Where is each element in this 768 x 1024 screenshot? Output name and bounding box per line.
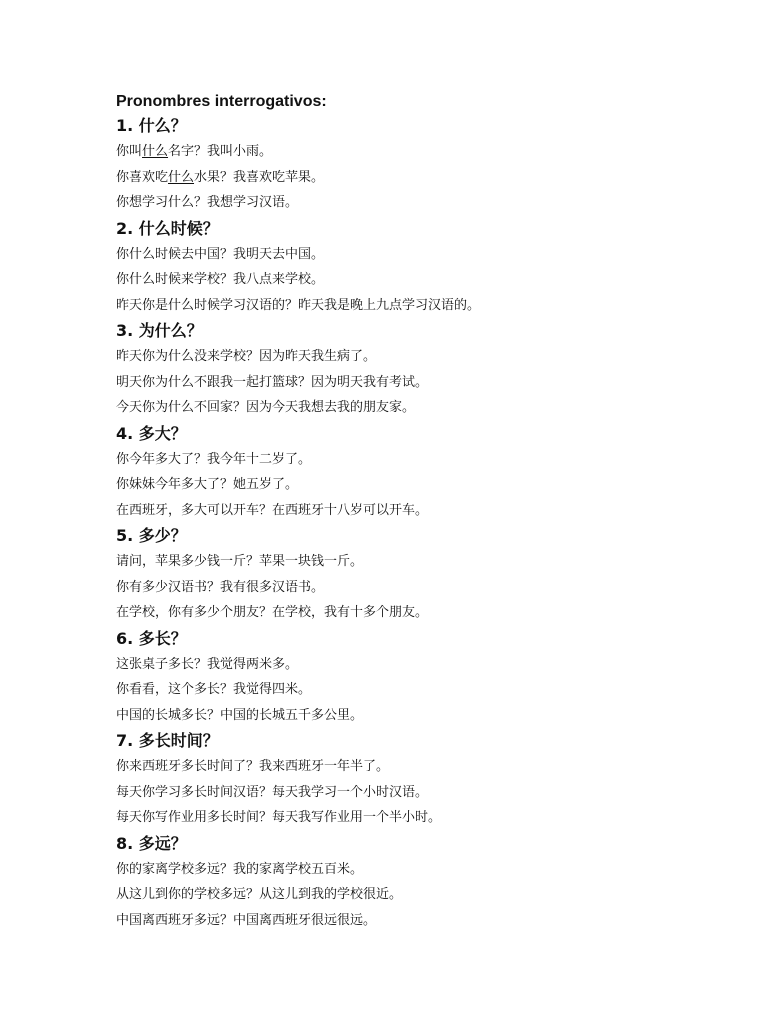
example-sentence: 你有多少汉语书？我有很多汉语书。 bbox=[116, 579, 325, 595]
example-sentence bbox=[116, 139, 736, 165]
example-sentence: 每天你写作业用多长时间？每天我写作业用一个半小时。 bbox=[116, 810, 442, 825]
example-sentence: 请问，苹果多少钱一斤？苹果一块钱一斤。 bbox=[116, 554, 364, 569]
section-heading: 7. 多长时间？ bbox=[116, 731, 219, 750]
section-heading: 6. 多长？ bbox=[116, 628, 187, 648]
document-page bbox=[116, 91, 736, 933]
sections-container bbox=[116, 113, 736, 933]
example-sentence: 今天你为什么不回家？因为今天我想去我的朋友家。 bbox=[116, 400, 416, 415]
example-sentence: 明天你为什么不跟我一起打篮球？因为明天我有考试。 bbox=[116, 374, 429, 390]
example-sentence: 中国离西班牙多远？中国离西班牙很远很远。 bbox=[116, 912, 377, 928]
example-sentence: 在学校，你有多少个朋友？在学校，我有十多个朋友。 bbox=[116, 605, 429, 620]
section-heading: 2. 什么时候？ bbox=[116, 218, 219, 238]
example-sentence: 你想学习什么？我想学习汉语。 bbox=[116, 195, 299, 210]
sentence-part: 你叫 bbox=[116, 144, 143, 159]
example-sentence: 你什么时候去中国？我明天去中国。 bbox=[116, 246, 325, 262]
section-heading: 1. 什么？ bbox=[116, 116, 187, 135]
sentence-part: 你喜欢吃 bbox=[116, 169, 169, 185]
example-sentence: 昨天你是什么时候学习汉语的？昨天我是晚上九点学习汉语的。 bbox=[116, 297, 481, 313]
document-title: Pronombres interrogativos: bbox=[116, 93, 327, 110]
section-heading: 4. 多大？ bbox=[116, 423, 187, 443]
example-sentence: 你什么时候来学校？我八点来学校。 bbox=[116, 272, 325, 287]
sentence-part: 名字？我叫小雨。 bbox=[168, 144, 273, 159]
example-sentence: 你今年多大了？我今年十二岁了。 bbox=[116, 451, 312, 467]
example-sentence: 昨天你为什么没来学校？因为昨天我生病了。 bbox=[116, 349, 377, 364]
section-heading: 5. 多少？ bbox=[116, 526, 187, 545]
example-sentence: 你来西班牙多长时间了？我来西班牙一年半了。 bbox=[116, 759, 390, 774]
underlined-word: 什么 bbox=[168, 169, 195, 185]
section-heading: 3. 为什么？ bbox=[116, 321, 203, 340]
example-sentence: 你妹妹今年多大了？她五岁了。 bbox=[116, 477, 299, 492]
example-sentence bbox=[116, 165, 736, 191]
section-heading: 8. 多远？ bbox=[116, 833, 187, 853]
example-sentence: 在西班牙，多大可以开车？在西班牙十八岁可以开车。 bbox=[116, 502, 429, 518]
example-sentence: 中国的长城多长？中国的长城五千多公里。 bbox=[116, 707, 364, 723]
example-sentence: 每天你学习多长时间汉语？每天我学习一个小时汉语。 bbox=[116, 784, 429, 800]
underlined-word: 什么 bbox=[142, 144, 169, 159]
example-sentence: 你看看，这个多长？我觉得四米。 bbox=[116, 682, 312, 697]
example-sentence: 从这儿到你的学校多远？从这儿到我的学校很近。 bbox=[116, 887, 403, 902]
sentence-part: 水果？我喜欢吃苹果。 bbox=[194, 169, 325, 185]
example-sentence: 你的家离学校多远？我的家离学校五百米。 bbox=[116, 861, 364, 877]
example-sentence: 这张桌子多长？我觉得两米多。 bbox=[116, 656, 299, 672]
